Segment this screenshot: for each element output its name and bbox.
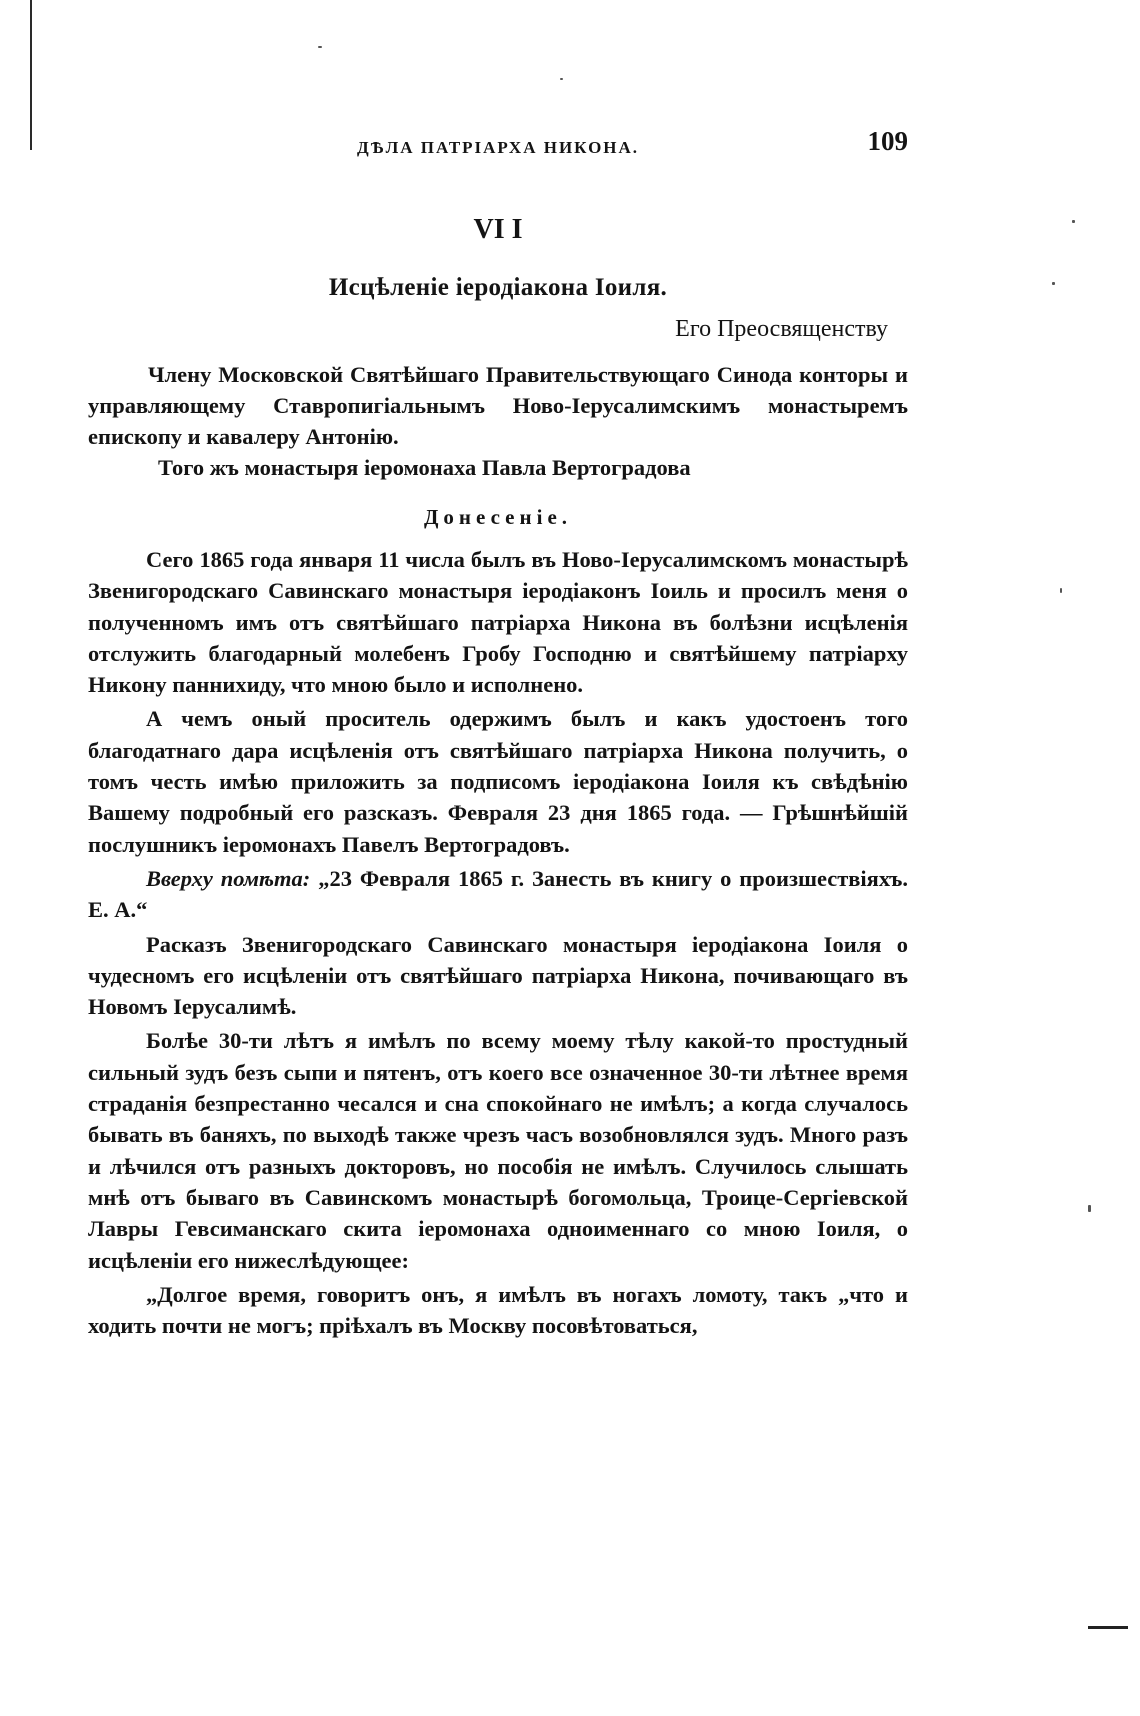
paragraph: А чемъ оный проситель одержимъ былъ и какъ удостоенъ того благодатнаго дара исцѣленія отъ святѣйшаго патріарха Никона получить, о томъ честь имѣю приложить за подписомъ іеродіакона Іоиля къ свѣдѣнію Вашему подробный его разсказъ. Февраля 23 дня 1865 года. — Грѣшнѣйшій послушникъ іеромонахъ Павелъ Вертоградовъ.	[88, 706, 908, 857]
paragraph: „Долгое время, говоритъ онъ, я имѣлъ въ ногахъ ломоту, такъ „что и ходить почти не могъ; пріѣхалъ въ Москву посовѣтоваться,	[88, 1281, 908, 1339]
note-text: „23 Февраля 1865 г. Занесть въ книгу о произшествіяхъ. Е. А.“	[88, 865, 908, 923]
addressee: Члену Московской Святѣйшаго Правительствующаго Синода конторы и управляющему Ставропигіальнымъ Ново-Іерусалимскимъ монастыремъ епископу и кавалеру Антонію.	[88, 362, 908, 449]
print-speck	[1072, 220, 1075, 223]
margin-mark	[1088, 1626, 1128, 1629]
note-label: Вверху помѣта:	[146, 865, 311, 891]
book-page	[88, 126, 908, 1341]
paragraph: Расказъ Звенигородскаго Савинскаго монастыря іеродіакона Іоиля о чудесномъ его исцѣленіи отъ святѣйшаго патріарха Никона, почивающаго въ Новомъ Іерусалимѣ.	[88, 931, 908, 1020]
print-speck	[1052, 282, 1055, 285]
page-number: 109	[867, 126, 908, 156]
author-line: Того жъ монастыря іеромонаха Павла Вертоградова	[158, 455, 691, 480]
print-speck	[560, 78, 563, 80]
running-title: ДѢЛА ПАТРІАРХА НИКОНА.	[356, 138, 640, 157]
note-paragraph	[88, 863, 908, 926]
section-number: VI I	[473, 214, 523, 245]
report-heading: Донесеніе.	[423, 505, 573, 529]
salutation: Его Преосвященству	[675, 316, 888, 342]
print-speck	[1088, 1205, 1091, 1212]
running-head	[88, 126, 908, 166]
binding-edge	[30, 0, 32, 150]
print-speck	[318, 46, 322, 48]
print-speck	[1060, 588, 1062, 593]
document-title: Исцѣленіе іеродіакона Іоиля.	[328, 274, 668, 301]
paragraph: Болѣе 30-ти лѣтъ я имѣлъ по всему моему тѣлу какой-то простудный сильный зудъ безъ сыпи и пятенъ, отъ коего все означенное 30-ти лѣтнее время страданія безпрестанно чесался и сна спокойнаго не имѣлъ; а когда случалось бывать въ баняхъ, по выходѣ также чрезъ часъ возобновлялся зудъ. Много разъ и лѣчился отъ разныхъ докторовъ, но пособія не имѣлъ. Случилось слышать мнѣ отъ бываго въ Савинскомъ монастырѣ богомольца, Троице-Сергіевской Лавры Гевсиманскаго скита іеромонаха одноименнаго со мною Іоиля, о исцѣленіи его нижеслѣдующее:	[88, 1028, 908, 1273]
paragraph: Сего 1865 года января 11 числа былъ въ Ново-Іерусалимскомъ монастырѣ Звенигородскаго Савинскаго монастыря іеродіаконъ Іоиль и просилъ меня о полученномъ имъ отъ святѣйшаго патріарха Никона въ болѣзни исцѣленія отслужить благодарный молебенъ Гробу Господню и святѣйшему патріарху Никону паннихиду, что мною было и исполнено.	[88, 547, 908, 698]
